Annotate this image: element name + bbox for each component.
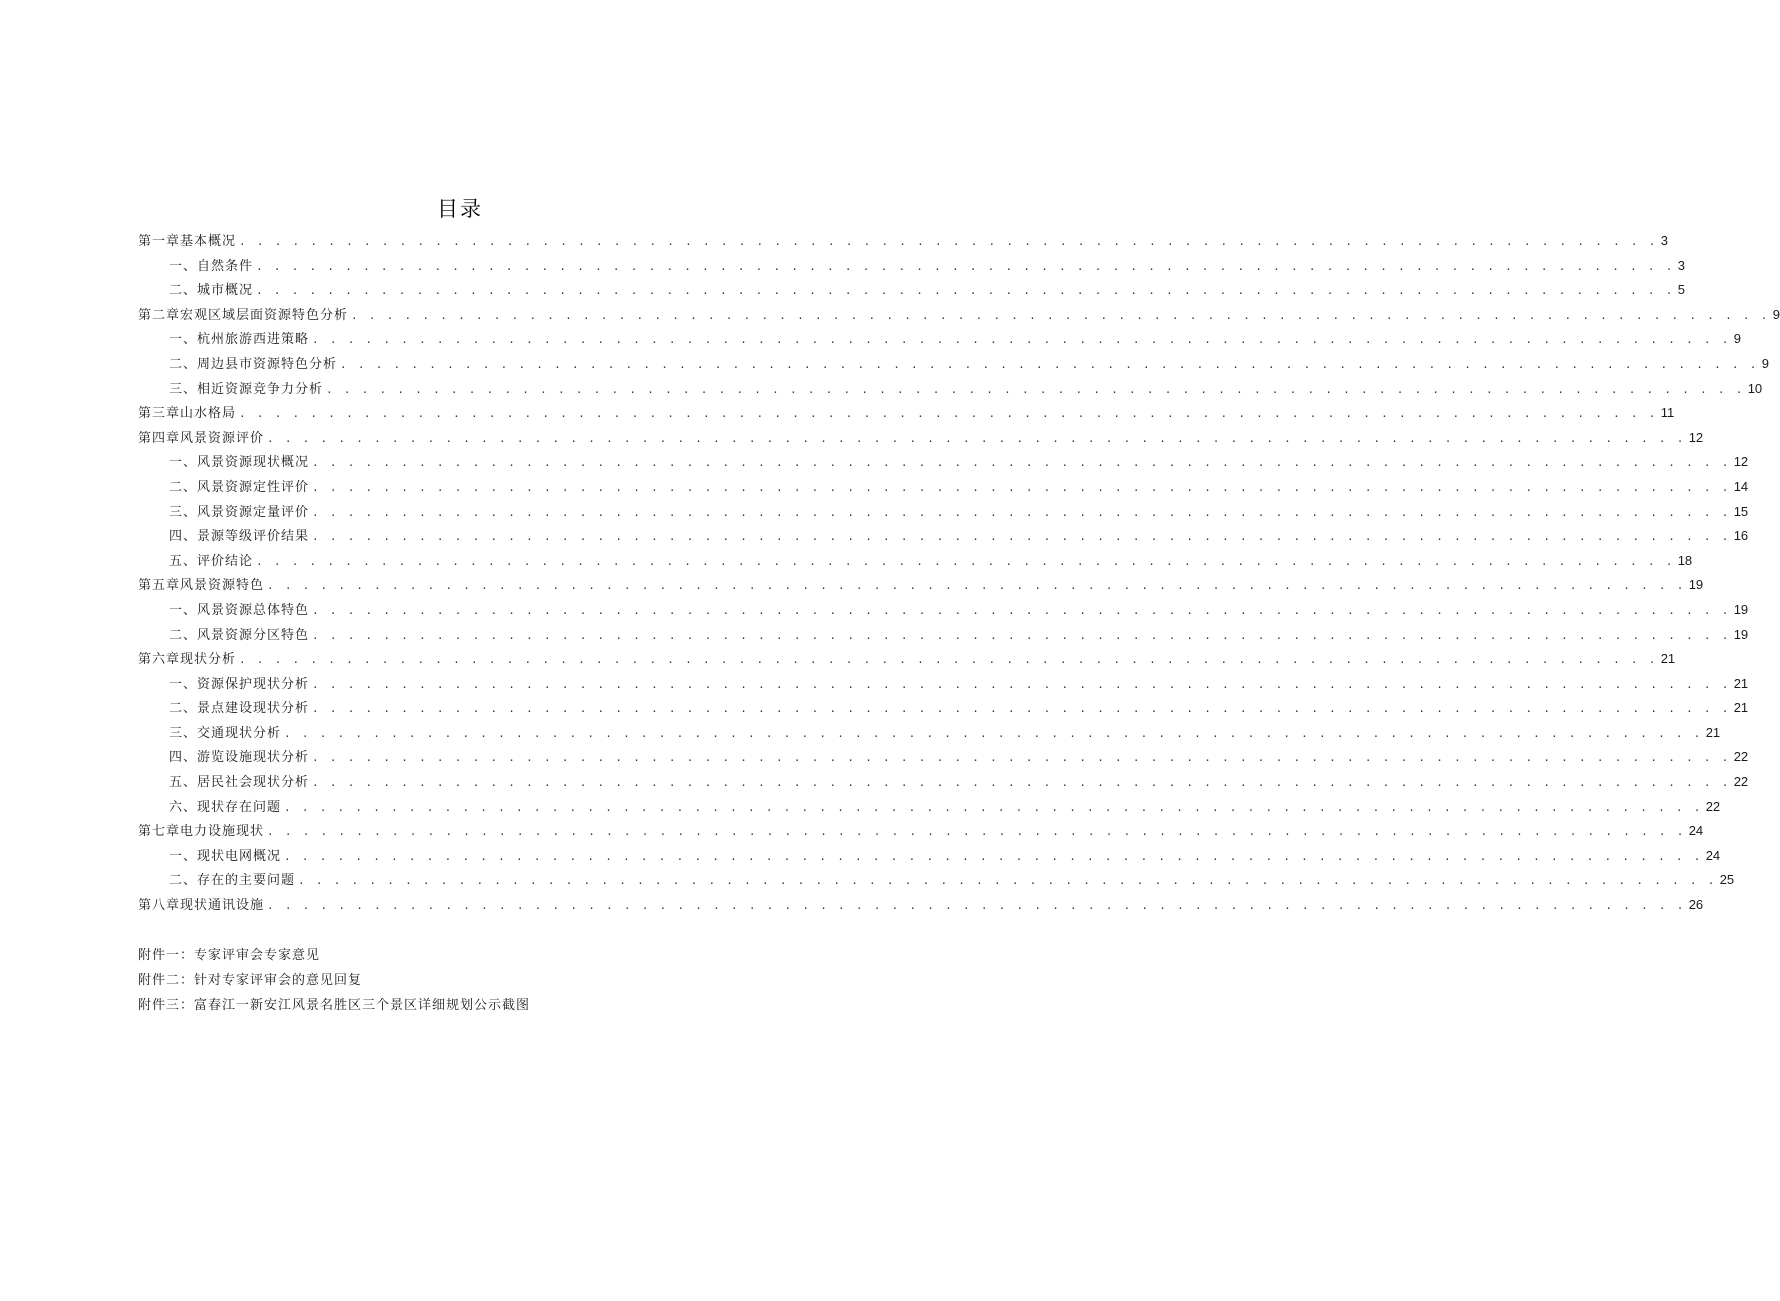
toc-section-entry[interactable]	[138, 352, 1769, 377]
toc-page-number: 26	[1688, 897, 1704, 913]
toc-section-entry[interactable]	[138, 377, 1763, 402]
toc-dot-leader: . . . . . . . . . . . . . . . . . . . . . . . . . . . . . . . . . . . . . . . . . . . . . . . . . . . . . . . . . . . . . . . . . . . . . . . . . . . . . . . .	[312, 530, 1731, 544]
toc-page-number: 22	[1705, 798, 1721, 814]
toc-entry-label: 第二章宏观区域层面资源特色分析	[138, 307, 349, 323]
toc-entry-label: 第三章山水格局	[138, 406, 237, 422]
toc-dot-leader: . . . . . . . . . . . . . . . . . . . . . . . . . . . . . . . . . . . . . . . . . . . . . . . . . . . . . . . . . . . . . . . . . . . . . . . . . . . . . . . .	[312, 333, 1731, 347]
toc-entry-label: 二、周边县市资源特色分析	[169, 356, 338, 372]
toc-chapter-entry[interactable]	[138, 647, 1676, 672]
toc-dot-leader: . . . . . . . . . . . . . . . . . . . . . . . . . . . . . . . . . . . . . . . . . . . . . . . . . . . . . . . . . . . . . . . . . . . . . . . . . . . . . . . .	[267, 431, 1686, 445]
toc-page-number: 9	[1761, 355, 1769, 371]
toc-page-number: 19	[1733, 626, 1749, 642]
toc-page-number: 12	[1688, 429, 1704, 445]
toc-page-number: 25	[1719, 872, 1735, 888]
toc-chapter-entry[interactable]	[138, 893, 1704, 918]
toc-dot-leader: . . . . . . . . . . . . . . . . . . . . . . . . . . . . . . . . . . . . . . . . . . . . . . . . . . . . . . . . . . . . . . . . . . . . . . . . . . . . . . . .	[312, 702, 1731, 716]
toc-dot-leader: . . . . . . . . . . . . . . . . . . . . . . . . . . . . . . . . . . . . . . . . . . . . . . . . . . . . . . . . . . . . . . . . . . . . . . . . . . . . . . . .	[312, 456, 1731, 470]
toc-page-number: 24	[1688, 823, 1704, 839]
toc-section-entry[interactable]	[138, 549, 1693, 574]
toc-dot-leader: . . . . . . . . . . . . . . . . . . . . . . . . . . . . . . . . . . . . . . . . . . . . . . . . . . . . . . . . . . . . . . . . . . . . . . . . . . . . . . . .	[340, 357, 1759, 371]
toc-dot-leader: . . . . . . . . . . . . . . . . . . . . . . . . . . . . . . . . . . . . . . . . . . . . . . . . . . . . . . . . . . . . . . . . . . . . . . . . . . . . . . . .	[312, 628, 1731, 642]
toc-dot-leader: . . . . . . . . . . . . . . . . . . . . . . . . . . . . . . . . . . . . . . . . . . . . . . . . . . . . . . . . . . . . . . . . . . . . . . . . . . . . . . . .	[312, 480, 1731, 494]
toc-page-number: 24	[1705, 847, 1721, 863]
toc-page-number: 21	[1660, 651, 1676, 667]
toc-entry-label: 一、风景资源现状概况	[169, 455, 310, 471]
toc-section-entry[interactable]	[138, 278, 1685, 303]
toc-dot-leader: . . . . . . . . . . . . . . . . . . . . . . . . . . . . . . . . . . . . . . . . . . . . . . . . . . . . . . . . . . . . . . . . . . . . . . . . . . . . . . . .	[239, 653, 1658, 667]
toc-entry-label: 第八章现状通讯设施	[138, 898, 265, 914]
toc-entry-label: 六、现状存在问题	[169, 799, 282, 815]
toc-dot-leader: . . . . . . . . . . . . . . . . . . . . . . . . . . . . . . . . . . . . . . . . . . . . . . . . . . . . . . . . . . . . . . . . . . . . . . . . . . . . . . . .	[298, 874, 1717, 888]
toc-section-entry[interactable]	[138, 696, 1749, 721]
toc-dot-leader: . . . . . . . . . . . . . . . . . . . . . . . . . . . . . . . . . . . . . . . . . . . . . . . . . . . . . . . . . . . . . . . . . . . . . . . . . . . . . . . .	[312, 776, 1731, 790]
toc-chapter-entry[interactable]	[138, 229, 1668, 254]
toc-page-number: 21	[1705, 724, 1721, 740]
toc-dot-leader: . . . . . . . . . . . . . . . . . . . . . . . . . . . . . . . . . . . . . . . . . . . . . . . . . . . . . . . . . . . . . . . . . . . . . . . . . . . . . . . .	[284, 726, 1703, 740]
toc-dot-leader: . . . . . . . . . . . . . . . . . . . . . . . . . . . . . . . . . . . . . . . . . . . . . . . . . . . . . . . . . . . . . . . . . . . . . . . . . . . . . . . .	[284, 849, 1703, 863]
toc-dot-leader: . . . . . . . . . . . . . . . . . . . . . . . . . . . . . . . . . . . . . . . . . . . . . . . . . . . . . . . . . . . . . . . . . . . . . . . . . . . . . . . .	[351, 308, 1770, 322]
table-of-contents	[138, 229, 1780, 918]
toc-section-entry[interactable]	[138, 450, 1749, 475]
toc-entry-label: 三、相近资源竞争力分析	[169, 381, 324, 397]
toc-dot-leader: . . . . . . . . . . . . . . . . . . . . . . . . . . . . . . . . . . . . . . . . . . . . . . . . . . . . . . . . . . . . . . . . . . . . . . . . . . . . . . . .	[256, 284, 1675, 298]
toc-dot-leader: . . . . . . . . . . . . . . . . . . . . . . . . . . . . . . . . . . . . . . . . . . . . . . . . . . . . . . . . . . . . . . . . . . . . . . . . . . . . . . . .	[256, 554, 1675, 568]
toc-chapter-entry[interactable]	[138, 819, 1704, 844]
toc-page-number: 21	[1733, 675, 1749, 691]
toc-dot-leader: . . . . . . . . . . . . . . . . . . . . . . . . . . . . . . . . . . . . . . . . . . . . . . . . . . . . . . . . . . . . . . . . . . . . . . . . . . . . . . . .	[312, 505, 1731, 519]
toc-page-number: 5	[1677, 282, 1685, 298]
toc-section-entry[interactable]	[138, 868, 1735, 893]
page-title: 目录	[437, 197, 483, 221]
toc-entry-label: 一、风景资源总体特色	[169, 602, 310, 618]
toc-dot-leader: . . . . . . . . . . . . . . . . . . . . . . . . . . . . . . . . . . . . . . . . . . . . . . . . . . . . . . . . . . . . . . . . . . . . . . . . . . . . . . . .	[267, 579, 1686, 593]
toc-entry-label: 四、景源等级评价结果	[169, 529, 310, 545]
toc-entry-label: 第七章电力设施现状	[138, 824, 265, 840]
toc-section-entry[interactable]	[138, 598, 1749, 623]
toc-entry-label: 三、交通现状分析	[169, 725, 282, 741]
toc-entry-label: 第一章基本概况	[138, 234, 237, 249]
toc-entry-label: 一、自然条件	[169, 258, 254, 274]
toc-dot-leader: . . . . . . . . . . . . . . . . . . . . . . . . . . . . . . . . . . . . . . . . . . . . . . . . . . . . . . . . . . . . . . . . . . . . . . . . . . . . . . . .	[284, 800, 1703, 814]
toc-dot-leader: . . . . . . . . . . . . . . . . . . . . . . . . . . . . . . . . . . . . . . . . . . . . . . . . . . . . . . . . . . . . . . . . . . . . . . . . . . . . . . . .	[312, 603, 1731, 617]
toc-chapter-entry[interactable]	[138, 573, 1704, 598]
toc-page-number: 3	[1677, 257, 1685, 273]
toc-chapter-entry[interactable]	[138, 303, 1780, 328]
toc-page-number: 14	[1733, 478, 1749, 494]
toc-section-entry[interactable]	[138, 745, 1749, 770]
toc-dot-leader: . . . . . . . . . . . . . . . . . . . . . . . . . . . . . . . . . . . . . . . . . . . . . . . . . . . . . . . . . . . . . . . . . . . . . . . . . . . . . . . .	[239, 235, 1658, 248]
appendix-item: 附件一：专家评审会专家意见	[138, 948, 321, 963]
toc-section-entry[interactable]	[138, 672, 1749, 697]
toc-section-entry[interactable]	[138, 623, 1749, 648]
toc-page-number: 12	[1733, 454, 1749, 470]
toc-entry-label: 第四章风景资源评价	[138, 430, 265, 446]
toc-page-number: 10	[1747, 380, 1763, 396]
toc-page-number: 16	[1733, 528, 1749, 544]
toc-entry-label: 一、杭州旅游西进策略	[169, 332, 310, 348]
toc-entry-label: 一、现状电网概况	[169, 848, 282, 864]
toc-entry-label: 三、风景资源定量评价	[169, 504, 310, 520]
toc-page-number: 11	[1660, 405, 1675, 421]
toc-page-number: 21	[1733, 700, 1749, 716]
toc-section-entry[interactable]	[138, 795, 1721, 820]
appendix-item: 附件二：针对专家评审会的意见回复	[138, 973, 363, 988]
toc-entry-label: 二、存在的主要问题	[169, 873, 296, 889]
toc-dot-leader: . . . . . . . . . . . . . . . . . . . . . . . . . . . . . . . . . . . . . . . . . . . . . . . . . . . . . . . . . . . . . . . . . . . . . . . . . . . . . . . .	[256, 259, 1675, 273]
toc-section-entry[interactable]	[138, 721, 1721, 746]
toc-section-entry[interactable]	[138, 327, 1741, 352]
toc-page-number: 19	[1688, 577, 1704, 593]
toc-entry-label: 五、评价结论	[169, 553, 254, 569]
toc-dot-leader: . . . . . . . . . . . . . . . . . . . . . . . . . . . . . . . . . . . . . . . . . . . . . . . . . . . . . . . . . . . . . . . . . . . . . . . . . . . . . . . .	[326, 382, 1745, 396]
toc-dot-leader: . . . . . . . . . . . . . . . . . . . . . . . . . . . . . . . . . . . . . . . . . . . . . . . . . . . . . . . . . . . . . . . . . . . . . . . . . . . . . . . .	[267, 825, 1686, 839]
toc-page-number: 9	[1772, 306, 1780, 322]
toc-section-entry[interactable]	[138, 844, 1721, 869]
toc-entry-label: 二、景点建设现状分析	[169, 701, 310, 717]
toc-entry-label: 五、居民社会现状分析	[169, 775, 310, 791]
toc-page-number: 15	[1733, 503, 1749, 519]
toc-page-number: 19	[1733, 601, 1749, 617]
toc-page-number: 22	[1733, 774, 1749, 790]
toc-entry-label: 二、城市概况	[169, 283, 254, 299]
toc-section-entry[interactable]	[138, 524, 1749, 549]
toc-entry-label: 第六章现状分析	[138, 652, 237, 668]
toc-page-number: 9	[1733, 331, 1741, 347]
toc-entry-label: 四、游览设施现状分析	[169, 750, 310, 766]
toc-page-number: 22	[1733, 749, 1749, 765]
toc-dot-leader: . . . . . . . . . . . . . . . . . . . . . . . . . . . . . . . . . . . . . . . . . . . . . . . . . . . . . . . . . . . . . . . . . . . . . . . . . . . . . . . .	[312, 751, 1731, 765]
toc-entry-label: 第五章风景资源特色	[138, 578, 265, 594]
toc-chapter-entry[interactable]	[138, 401, 1675, 426]
toc-page-number: 18	[1677, 552, 1693, 568]
appendix-item: 附件三：富春江一新安江风景名胜区三个景区详细规划公示截图	[138, 998, 531, 1013]
toc-dot-leader: . . . . . . . . . . . . . . . . . . . . . . . . . . . . . . . . . . . . . . . . . . . . . . . . . . . . . . . . . . . . . . . . . . . . . . . . . . . . . . . .	[312, 677, 1731, 691]
toc-section-entry[interactable]	[138, 254, 1685, 279]
toc-section-entry[interactable]	[138, 770, 1749, 795]
toc-section-entry[interactable]	[138, 475, 1749, 500]
toc-entry-label: 二、风景资源分区特色	[169, 627, 310, 643]
toc-chapter-entry[interactable]	[138, 426, 1704, 451]
toc-dot-leader: . . . . . . . . . . . . . . . . . . . . . . . . . . . . . . . . . . . . . . . . . . . . . . . . . . . . . . . . . . . . . . . . . . . . . . . . . . . . . . . .	[239, 407, 1658, 421]
appendix-list	[138, 943, 778, 1018]
toc-entry-label: 一、资源保护现状分析	[169, 676, 310, 692]
toc-section-entry[interactable]	[138, 500, 1749, 525]
toc-dot-leader: . . . . . . . . . . . . . . . . . . . . . . . . . . . . . . . . . . . . . . . . . . . . . . . . . . . . . . . . . . . . . . . . . . . . . . . . . . . . . . . .	[267, 899, 1686, 913]
toc-page-number: 3	[1660, 233, 1668, 248]
toc-entry-label: 二、风景资源定性评价	[169, 479, 310, 495]
